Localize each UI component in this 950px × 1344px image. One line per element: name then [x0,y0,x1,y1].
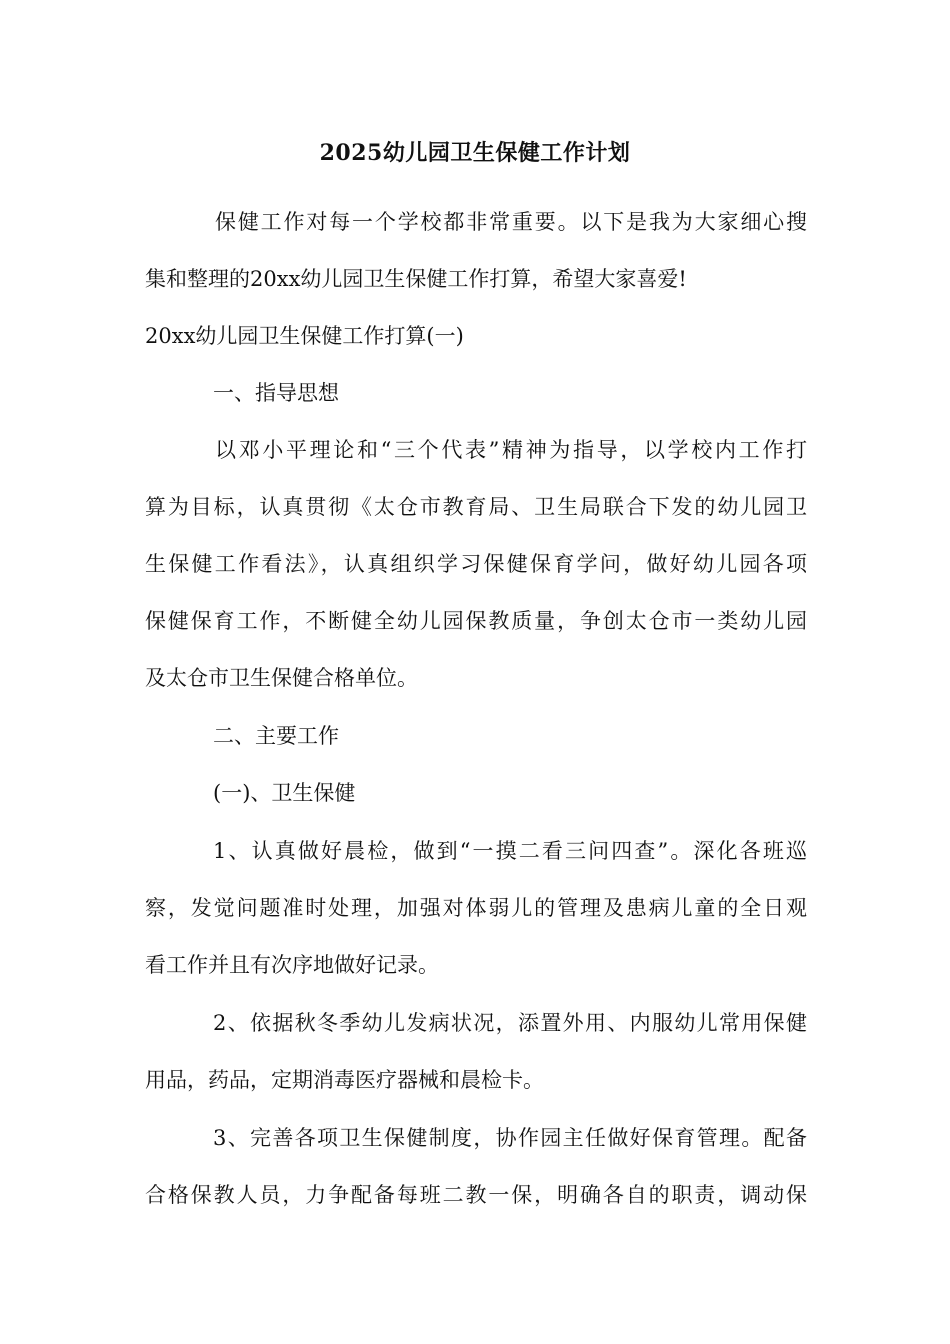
paragraph-line: 察，发觉问题准时处理，加强对体弱儿的管理及患病儿童的全日观 [145,896,807,920]
paragraph-line: 2、依据秋冬季幼儿发病状况，添置外用、内服幼儿常用保健 [213,1011,807,1035]
section-heading: 二、主要工作 [213,724,339,748]
subsection-heading: (一)、卫生保健 [213,781,356,805]
paragraph-line: 用品，药品，定期消毒医疗器械和晨检卡。 [145,1068,544,1092]
paragraph-line: 生保健工作看法》，认真组织学习保健保育学问，做好幼儿园各项 [145,552,807,576]
paragraph-line: 以邓小平理论和“三个代表”精神为指导，以学校内工作打 [215,438,807,462]
paragraph-line: 1、认真做好晨检，做到“一摸二看三问四查”。深化各班巡 [213,839,807,863]
paragraph-line: 3、完善各项卫生保健制度，协作园主任做好保育管理。配备 [213,1126,807,1150]
paragraph-line: 看工作并且有次序地做好记录。 [145,953,439,977]
section-heading: 一、指导思想 [213,381,339,405]
section-heading: 20xx幼儿园卫生保健工作打算(一) [145,324,464,348]
paragraph-line: 合格保教人员，力争配备每班二教一保，明确各自的职责，调动保 [145,1183,807,1207]
paragraph-line: 保健工作对每一个学校都非常重要。以下是我为大家细心搜 [215,210,807,234]
paragraph-line: 集和整理的20xx幼儿园卫生保健工作打算，希望大家喜爱! [145,267,687,291]
paragraph-line: 算为目标，认真贯彻《太仓市教育局、卫生局联合下发的幼儿园卫 [145,495,807,519]
paragraph-line: 及太仓市卫生保健合格单位。 [145,666,418,690]
document-title: 2025幼儿园卫生保健工作计划 [319,140,631,166]
paragraph-line: 保健保育工作，不断健全幼儿园保教质量，争创太仓市一类幼儿园 [145,609,807,633]
